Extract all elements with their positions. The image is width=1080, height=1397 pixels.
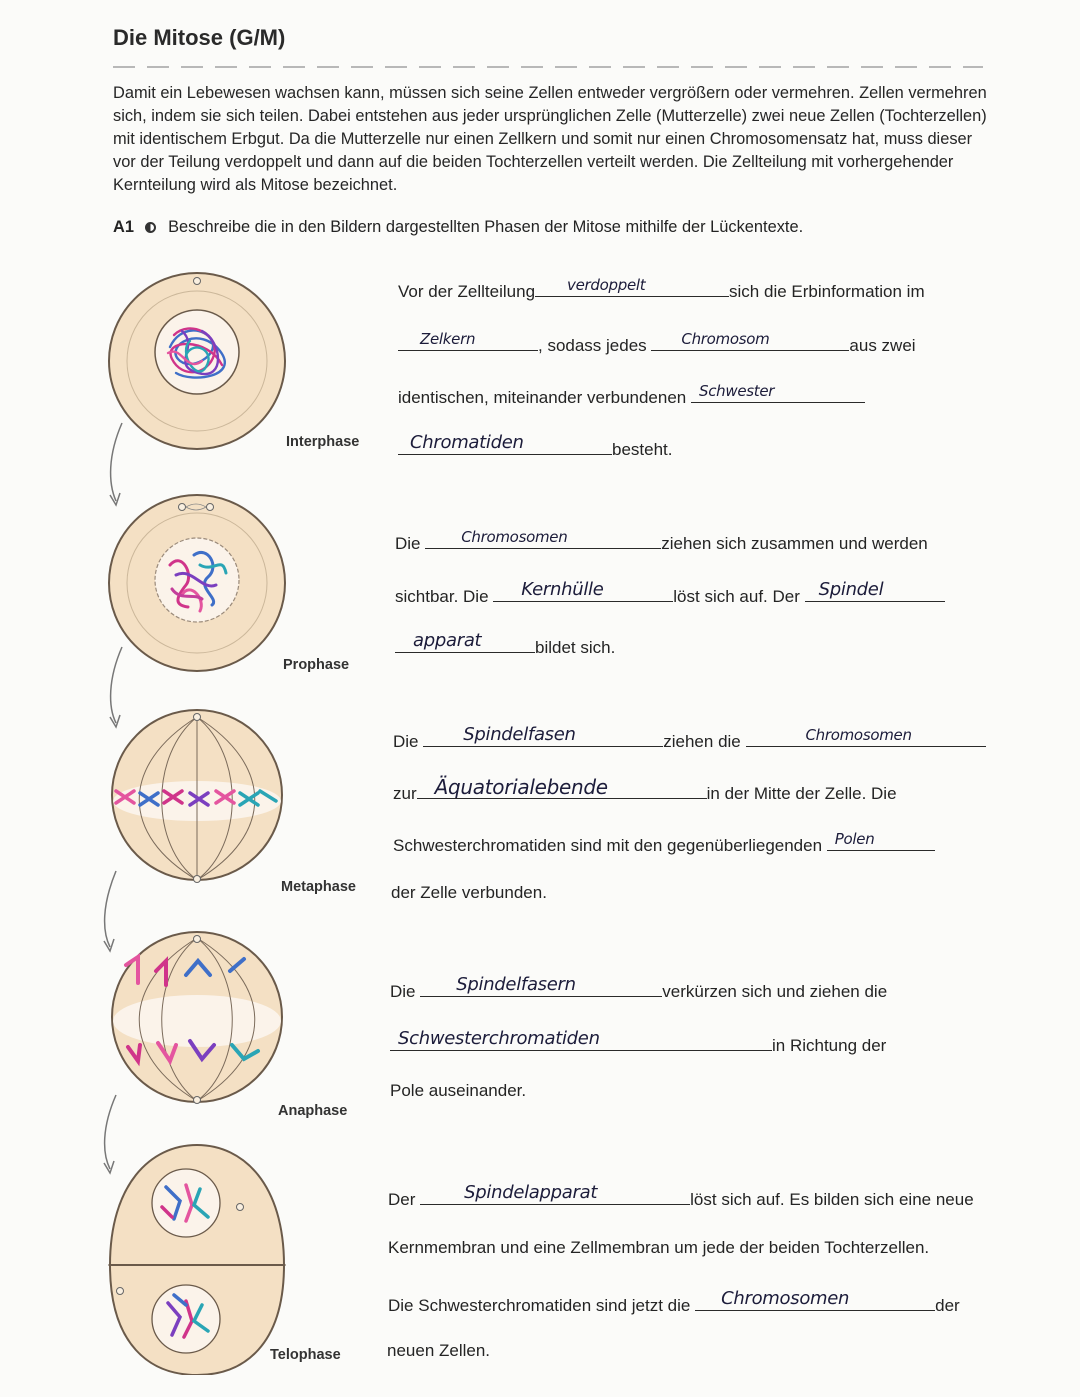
answer-blank: Chromosomen xyxy=(695,1288,935,1311)
arrow-icon xyxy=(111,647,122,723)
answer-blank: Polen xyxy=(827,828,935,851)
metaphase-line-2: zur Äquatorialebende in der Mitte der Zelle. Die xyxy=(393,775,897,803)
metaphase-line-1: Die Spindelfasen ziehen die Chromosomen xyxy=(393,724,986,750)
metaphase-cell-illustration xyxy=(112,710,282,883)
prophase-line-3: apparat bildet sich. xyxy=(395,630,615,656)
phase-label-prophase: Prophase xyxy=(283,657,350,673)
task-text: Beschreibe die in den Bildern dargestellten Phasen der Mitose mithilfe der Lückentexte. xyxy=(168,218,804,236)
answer-blank: verdoppelt xyxy=(535,274,729,297)
answer-blank: Äquatorialebende xyxy=(417,776,707,799)
metaphase-line-4: der Zelle verbunden. xyxy=(391,883,547,902)
mitosis-illustrations xyxy=(90,255,300,1375)
answer-blank: apparat xyxy=(395,630,535,653)
answer-blank: Chromosom xyxy=(651,328,849,351)
interphase-line-3: identischen, miteinander verbundenen Schwester xyxy=(398,380,865,406)
answer-blank: Schwesterchromatiden xyxy=(390,1028,772,1051)
phase-label-anaphase: Anaphase xyxy=(278,1103,348,1119)
title-divider xyxy=(113,66,983,68)
answer-blank: Spindelfasern xyxy=(420,974,662,997)
page-title: Die Mitose (G/M) xyxy=(113,25,286,50)
anaphase-cell-illustration xyxy=(112,932,282,1104)
interphase-line-1: Vor der Zellteilung verdoppelt sich die Erbinformation im xyxy=(398,276,925,301)
interphase-cell-illustration xyxy=(109,273,285,449)
answer-blank: Spindel xyxy=(805,579,945,602)
telophase-line-2: Kernmembran und eine Zellmembran um jede der beiden Tochterzellen. xyxy=(388,1238,930,1257)
phase-label-telophase: Telophase xyxy=(270,1347,341,1363)
intro-paragraph: Damit ein Lebewesen wachsen kann, müssen sich seine Zellen entweder vergrößern oder vermehren. Zellen vermehren sich, indem sie sich teilen. Dabei entstehen aus jeder ursprünglichen Zelle (Mutterzelle) zwei neue Zellen (Tochterzellen) mit identischem Erbgut. Da die Mutterzelle nur einen Zellkern und somit nur einen Chromosomensatz hat, muss dieser vor der Teilung verdoppelt und dann auf die beiden Tochterzellen verteilt werden. Die Zellteilung mit vorhergehender Kernteilung wird als Mitose bezeichnet. xyxy=(113,84,987,194)
interphase-line-4: Chromatiden besteht. xyxy=(398,432,673,458)
difficulty-icon xyxy=(145,222,156,233)
metaphase-line-3: Schwesterchromatiden sind mit den gegenüberliegenden Polen xyxy=(393,828,935,854)
answer-blank: Kernhülle xyxy=(493,579,673,602)
telophase-line-1: Der Spindelapparat löst sich auf. Es bilden sich eine neue xyxy=(388,1182,974,1209)
prophase-line-2: sichtbar. Die Kernhülle löst sich auf. Der Spindel xyxy=(395,579,945,605)
anaphase-line-2: Schwesterchromatiden in Richtung der xyxy=(390,1028,886,1054)
arrow-icon xyxy=(111,423,122,501)
answer-blank: Spindelapparat xyxy=(420,1182,690,1205)
answer-blank: Chromatiden xyxy=(398,432,612,455)
task-number: A1 xyxy=(113,218,134,236)
anaphase-line-1: Die Spindelfasern verkürzen sich und ziehen die xyxy=(390,974,888,1001)
prophase-line-1: Die Chromosomen ziehen sich zusammen und werden xyxy=(395,528,928,553)
answer-blank: Chromosomen xyxy=(425,526,661,549)
answer-blank: Spindelfasen xyxy=(423,724,663,747)
phase-label-interphase: Interphase xyxy=(286,434,360,450)
telophase-line-4: neuen Zellen. xyxy=(387,1341,491,1360)
answer-blank: Chromosomen xyxy=(746,724,986,747)
interphase-line-2: Zelkern , sodass jedes Chromosom aus zwei xyxy=(398,328,916,354)
arrow-icon xyxy=(105,1095,116,1169)
answer-blank: Zelkern xyxy=(398,328,538,351)
anaphase-line-3: Pole auseinander. xyxy=(390,1081,527,1100)
answer-blank: Schwester xyxy=(691,380,865,403)
task-instruction xyxy=(113,218,993,237)
prophase-cell-illustration xyxy=(109,495,285,671)
telophase-line-3: Die Schwesterchromatiden sind jetzt die Chromosomen der xyxy=(388,1288,960,1315)
arrow-icon xyxy=(105,871,116,947)
phase-label-metaphase: Metaphase xyxy=(281,879,356,895)
telophase-cell-illustration xyxy=(108,1145,286,1375)
